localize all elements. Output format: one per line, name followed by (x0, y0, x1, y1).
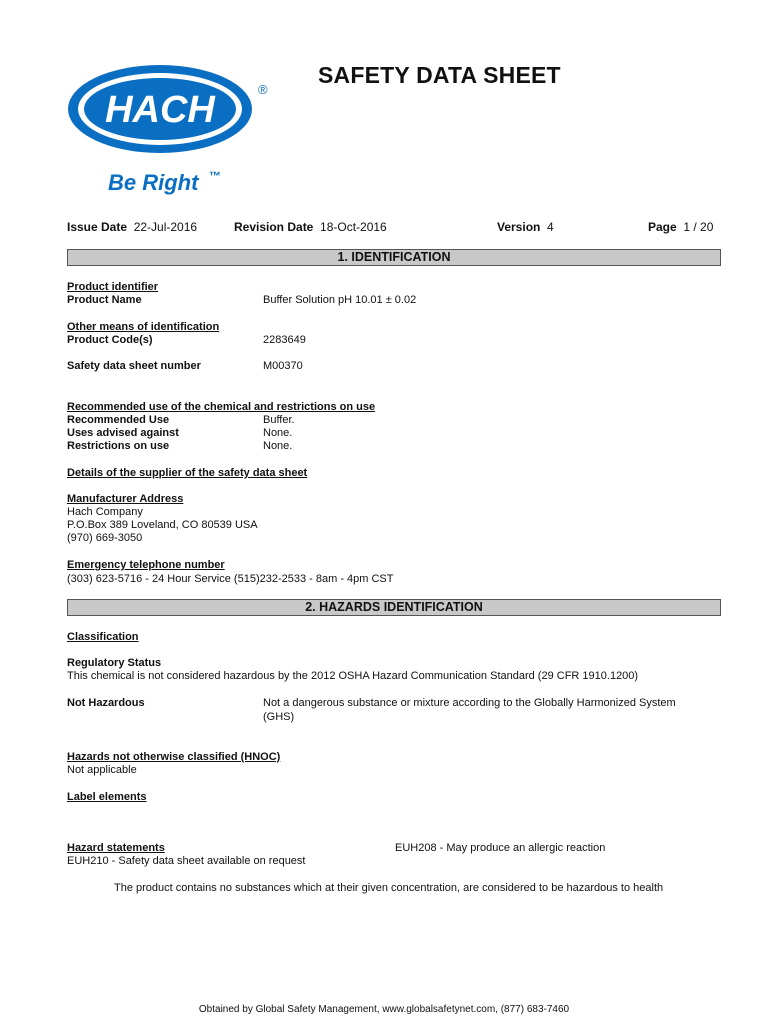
other-means-heading: Other means of identification (67, 321, 220, 333)
hnoc-value: Not applicable (67, 764, 137, 776)
euh208-statement: EUH208 - May produce an allergic reaction (395, 842, 606, 854)
issue-date-value: 22-Jul-2016 (133, 220, 198, 234)
footer-source: Obtained by Global Safety Management, www.globalsafetynet.com, (877) 683-7460 (198, 1004, 570, 1015)
logo-tagline: Be Right (108, 170, 199, 195)
page-number (648, 220, 713, 234)
not-hazardous-value-line-2: (GHS) (263, 711, 295, 723)
hazard-statements-heading: Hazard statements (67, 842, 165, 854)
not-hazardous-value-line-1: Not a dangerous substance or mixture according to the Globally Harmonized System (263, 697, 676, 709)
document-title: SAFETY DATA SHEET (318, 62, 561, 88)
issue-date-label: Issue Date (67, 220, 128, 234)
manufacturer-line-2: P.O.Box 389 Loveland, CO 80539 USA (67, 519, 258, 531)
supplier-heading: Details of the supplier of the safety data sheet (67, 467, 308, 479)
manufacturer-address-heading: Manufacturer Address (67, 493, 184, 505)
product-codes-value: 2283649 (263, 334, 306, 346)
revision-date-value: 18-Oct-2016 (320, 220, 387, 234)
section-2-heading: 2. HAZARDS IDENTIFICATION (67, 599, 721, 616)
uses-against-label: Uses advised against (67, 427, 179, 439)
hach-logo (66, 64, 272, 204)
emergency-phone-value: (303) 623-5716 - 24 Hour Service (515)232-2533 - 8am - 4pm CST (67, 573, 394, 585)
version-label: Version (497, 220, 541, 234)
euh210-statement: EUH210 - Safety data sheet available on request (67, 855, 306, 867)
page-value: 1 / 20 (683, 220, 714, 234)
restrictions-value: None. (263, 440, 293, 452)
classification-heading: Classification (67, 631, 139, 643)
product-hazard-note: The product contains no substances which at their given concentration, are considered to be hazardous to health (114, 882, 664, 894)
issue-date (67, 220, 197, 234)
recommended-use-label: Recommended Use (67, 414, 170, 426)
revision-date (234, 220, 387, 234)
product-codes-label: Product Code(s) (67, 334, 153, 346)
label-elements-heading: Label elements (67, 791, 147, 803)
page-label: Page (648, 220, 677, 234)
version-value: 4 (547, 220, 554, 234)
emergency-phone-heading: Emergency telephone number (67, 559, 225, 571)
product-identifier-heading: Product identifier (67, 281, 159, 293)
regulatory-status-label: Regulatory Status (67, 657, 162, 669)
manufacturer-line-3: (970) 669-3050 (67, 532, 143, 544)
sds-number-value: M00370 (263, 360, 303, 372)
sds-number-label: Safety data sheet number (67, 360, 201, 372)
recommended-use-value: Buffer. (263, 414, 295, 426)
revision-date-label: Revision Date (234, 220, 314, 234)
restrictions-label: Restrictions on use (67, 440, 170, 452)
manufacturer-line-1: Hach Company (67, 506, 143, 518)
product-name-label: Product Name (67, 294, 142, 306)
regulatory-status-value: This chemical is not considered hazardous by the 2012 OSHA Hazard Communication Standard (29 CFR 1910.1200) (67, 670, 639, 682)
logo-trademark: ™ (209, 169, 221, 183)
version (497, 220, 554, 234)
section-1-heading: 1. IDENTIFICATION (67, 249, 721, 266)
logo-registered-mark: ® (258, 82, 268, 97)
not-hazardous-label: Not Hazardous (67, 697, 145, 709)
uses-against-value: None. (263, 427, 293, 439)
logo-brand-text: HACH (105, 89, 215, 131)
hnoc-heading: Hazards not otherwise classified (HNOC) (67, 751, 281, 763)
product-name-value: Buffer Solution pH 10.01 ± 0.02 (263, 294, 417, 306)
recommended-use-heading: Recommended use of the chemical and restrictions on use (67, 401, 376, 413)
